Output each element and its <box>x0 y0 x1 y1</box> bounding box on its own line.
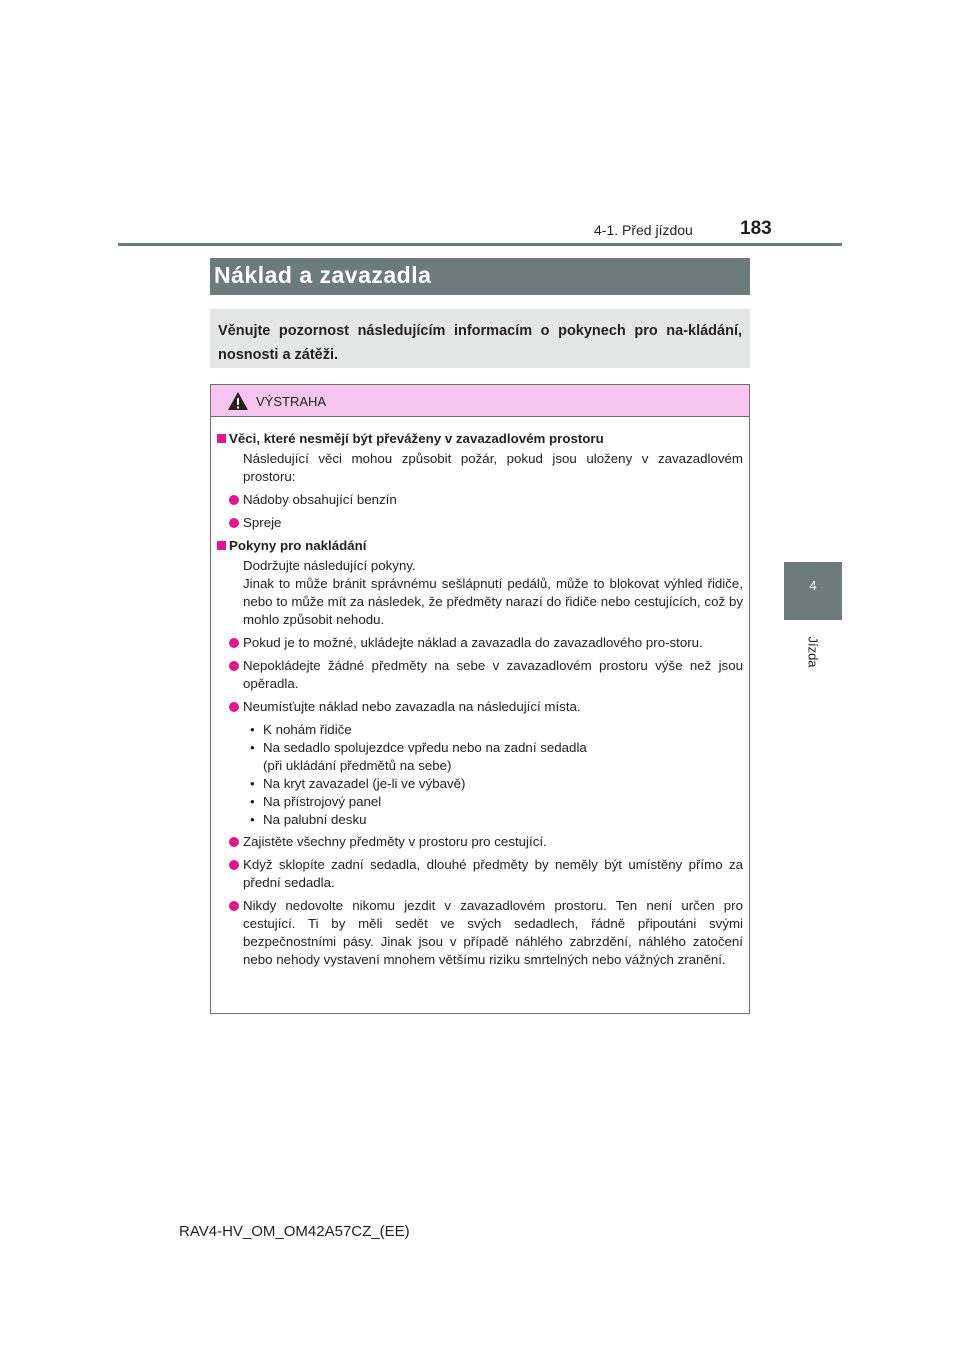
sub-item: • K nohám řidiče <box>250 722 352 737</box>
bullet-item <box>217 698 743 716</box>
square-bullet-icon <box>217 434 226 443</box>
sub-item: • Na palubní desku <box>250 812 367 827</box>
sub-item-continuation <box>217 757 743 775</box>
warning-title: VÝSTRAHA <box>256 394 327 409</box>
sub-item-text: Na kryt zavazadel (je-li ve výbavě) <box>263 776 466 791</box>
chapter-number: 4 <box>809 578 817 593</box>
sub-item-text: (při ukládání předmětů na sebe) <box>263 758 452 773</box>
section-heading-text: Pokyny pro nakládání <box>229 538 367 553</box>
paragraph <box>217 557 743 629</box>
bullet-text: Spreje <box>243 515 282 530</box>
circle-bullet-icon <box>229 702 239 712</box>
header-rule <box>118 243 842 246</box>
section-heading <box>217 430 743 448</box>
circle-bullet-icon <box>229 638 239 648</box>
chapter-label-text: Jízda <box>805 636 821 668</box>
paragraph-line: Jinak to může bránit správnému sešlápnutí pedálů, může to blokovat výhled řidiče, nebo to může mít za následek, že předměty narazí do řidiče nebo cestujících, což by mohlo způsobit nehodu. <box>243 576 743 627</box>
bullet-text: Neumísťujte náklad nebo zavazadla na následující místa. <box>243 699 581 714</box>
bullet-item <box>217 634 743 652</box>
places-list <box>217 721 743 829</box>
circle-bullet-icon <box>229 860 239 870</box>
chapter-tab <box>784 562 842 620</box>
bullet-item <box>217 514 743 532</box>
bullet-text: Nikdy nedovolte nikomu jezdit v zavazadlovém prostoru. Ten není určen pro cestující. Ti by měli sedět ve svých sedadlech, řádně připoutáni svými bezpečnostními pásy. Jinak jsou v případě náhlého zabrzdění, náhlého zatočení nebo nehody vystavení mnohem většímu riziku smrtelných nebo vážných zranění. <box>243 898 743 967</box>
bullet-text: Pokud je to možné, ukládejte náklad a zavazadla do zavazadlového pro-storu. <box>243 635 703 650</box>
bullet-text: Když sklopíte zadní sedadla, dlouhé předměty by neměly být umístěny přímo za přední sedadla. <box>243 857 743 890</box>
sub-item: • Na přístrojový panel <box>250 794 382 809</box>
bullet-item <box>217 856 743 892</box>
section-heading <box>217 537 743 555</box>
sub-item-text: Na sedadlo spolujezdce vpředu nebo na zadní sedadla <box>263 740 587 755</box>
warning-box <box>210 384 750 1014</box>
sub-item-text: Na palubní desku <box>263 812 367 827</box>
warning-triangle-icon <box>227 391 249 411</box>
page-title: Náklad a zavazadla <box>214 262 432 288</box>
paragraph: Následující věci mohou způsobit požár, pokud jsou uloženy v zavazadlovém prostoru: <box>243 451 743 484</box>
bullet-item <box>217 833 743 851</box>
bullet-text: Nepokládejte žádné předměty na sebe v zavazadlovém prostoru výše než jsou opěradla. <box>243 658 743 691</box>
section-heading-text: Věci, které nesmějí být převáženy v zavazadlovém prostoru <box>229 431 604 446</box>
intro-text: Věnujte pozornost následujícím informacím o pokynech pro na-kládání, nosnosti a zátěži. <box>218 323 742 363</box>
circle-bullet-icon <box>229 901 239 911</box>
bullet-text: Nádoby obsahující benzín <box>243 492 397 507</box>
sub-item: • Na sedadlo spolujezdce vpředu nebo na zadní sedadla <box>250 740 587 755</box>
sub-item: • Na kryt zavazadel (je-li ve výbavě) <box>250 776 466 791</box>
title-bar <box>210 258 750 295</box>
intro-box <box>210 309 750 368</box>
bullet-item <box>217 657 743 693</box>
footer-code: RAV4-HV_OM_OM42A57CZ_(EE) <box>179 1223 410 1240</box>
circle-bullet-icon <box>229 518 239 528</box>
square-bullet-icon <box>217 541 226 550</box>
bullet-item <box>217 491 743 509</box>
sub-item-text: K nohám řidiče <box>263 722 352 737</box>
chapter-label <box>806 632 820 672</box>
warning-header <box>211 385 749 417</box>
circle-bullet-icon <box>229 837 239 847</box>
section-header: 4-1. Před jízdou <box>594 222 693 238</box>
sub-item-text: Na přístrojový panel <box>263 794 382 809</box>
warning-body <box>217 430 743 974</box>
bullet-item <box>217 897 743 969</box>
circle-bullet-icon <box>229 661 239 671</box>
paragraph-line: Dodržujte následující pokyny. <box>243 558 416 573</box>
page-number: 183 <box>740 218 772 239</box>
bullet-text: Zajistěte všechny předměty v prostoru pro cestující. <box>243 834 547 849</box>
circle-bullet-icon <box>229 495 239 505</box>
